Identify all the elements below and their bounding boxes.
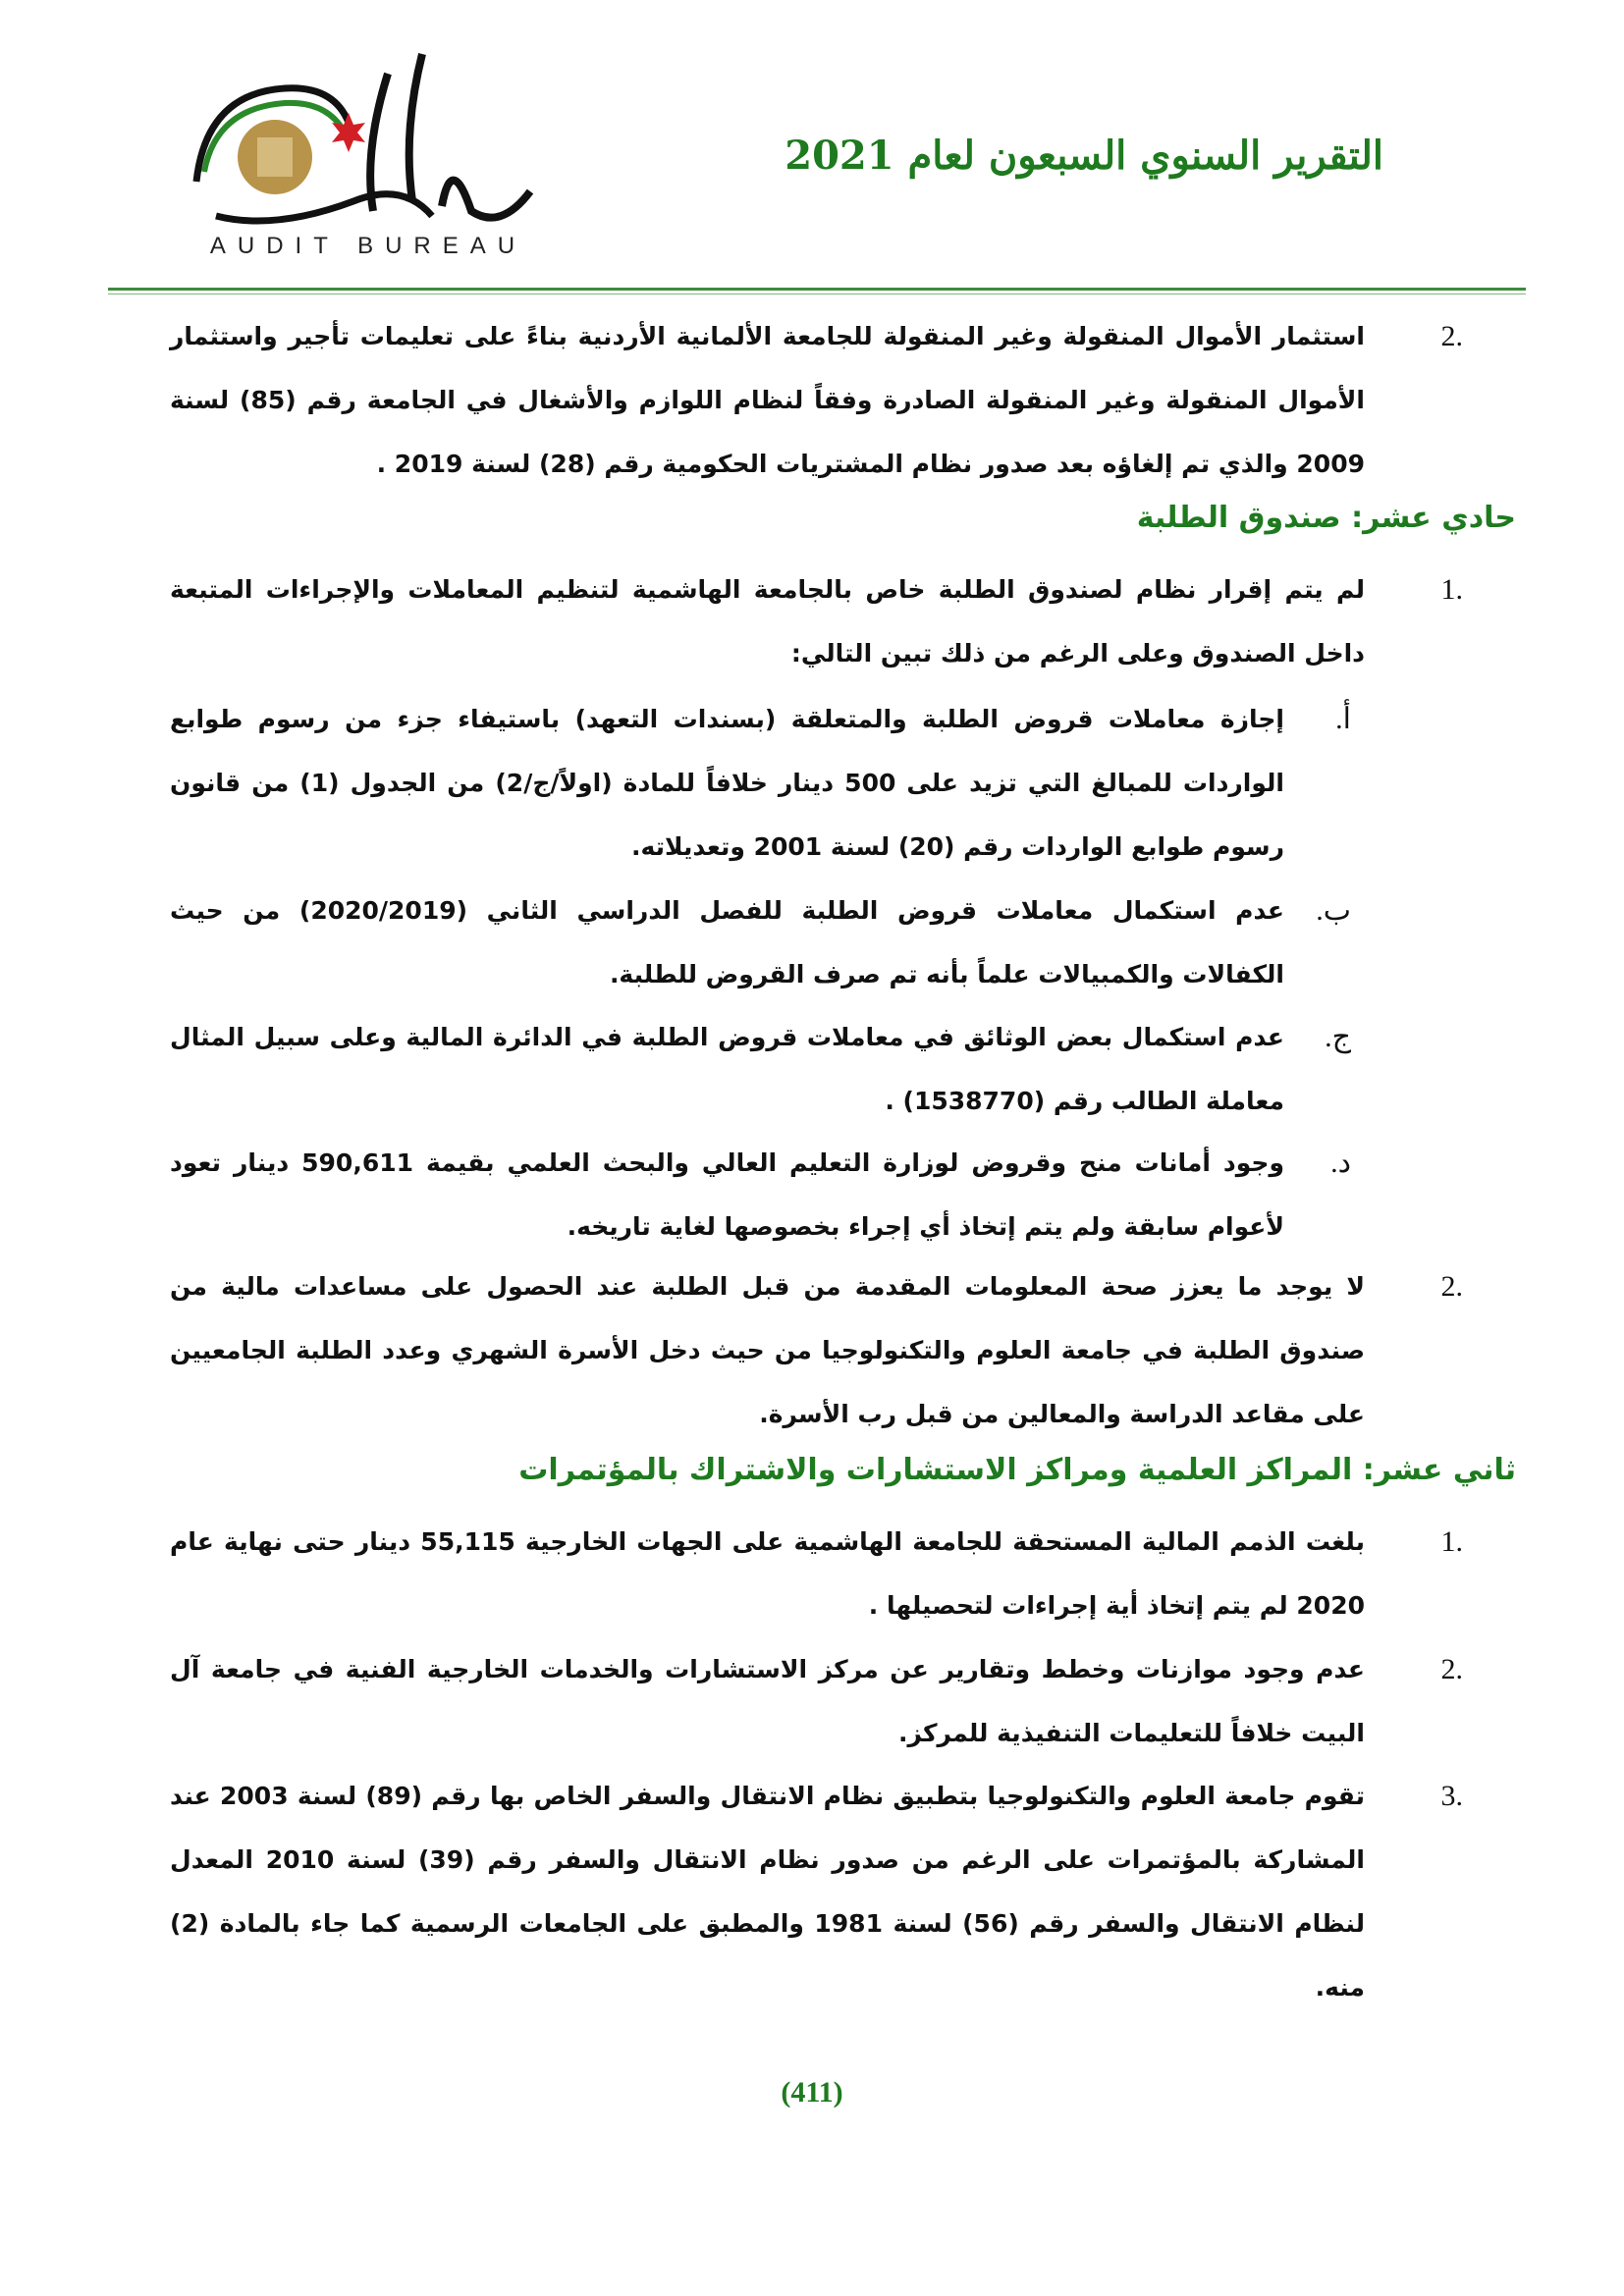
item-text: وجود أمانات منح وقروض لوزارة التعليم العالي والبحث العلمي بقيمة 590,611 دينار تعود لأعوام سابقة ولم يتم إتخاذ أي إجراء بخصوصها لغاية تاريخه. bbox=[170, 1148, 1284, 1241]
list-item bbox=[170, 558, 1463, 685]
report-title: التقرير السنوي السبعون لعام 2021 bbox=[785, 133, 1383, 179]
item-text: بلغت الذمم المالية المستحقة للجامعة الهاشمية على الجهات الخارجية 55,115 دينار حتى نهاية عام 2020 لم يتم إتخاذ أية إجراءات لتحصيلها . bbox=[170, 1527, 1365, 1620]
item-letter: د. bbox=[1330, 1147, 1351, 1179]
item-letter: أ. bbox=[1335, 703, 1351, 735]
item-text: استثمار الأموال المنقولة وغير المنقولة للجامعة الألمانية الأردنية بناءً على تعليمات تأجير واستثمار الأموال المنقولة وغير المنقولة الصادرة وفقاً لنظام اللوازم والأشغال في الجامعة رقم (85) لسنة 2009 والذي تم إلغاؤه بعد صدور نظام المشتريات الحكومية رقم (28) لسنة 2019 . bbox=[170, 322, 1365, 478]
item-number: .2 bbox=[1440, 320, 1463, 352]
item-number: .1 bbox=[1440, 1525, 1463, 1558]
list-item bbox=[170, 1255, 1463, 1446]
item-number: .3 bbox=[1440, 1780, 1463, 1812]
list-item bbox=[170, 304, 1463, 496]
item-text: عدم استكمال بعض الوثائق في معاملات قروض الطلبة في الدائرة المالية وعلى سبيل المثال معاملة الطالب رقم (1538770) . bbox=[170, 1023, 1284, 1115]
sub-list-item bbox=[170, 1005, 1351, 1133]
item-number: .2 bbox=[1440, 1270, 1463, 1303]
item-text: عدم استكمال معاملات قروض الطلبة للفصل الدراسي الثاني (2020/2019) من حيث الكفالات والكمبيالات علماً بأنه تم صرف القروض للطلبة. bbox=[170, 896, 1284, 988]
item-number: .1 bbox=[1440, 573, 1463, 606]
item-text: لم يتم إقرار نظام لصندوق الطلبة خاص بالجامعة الهاشمية لتنظيم المعاملات والإجراءات المتبعة داخل الصندوق وعلى الرغم من ذلك تبين التالي: bbox=[170, 575, 1365, 667]
list-item bbox=[170, 1637, 1463, 1765]
sub-list-item bbox=[170, 687, 1351, 879]
section-heading: ثاني عشر: المراكز العلمية ومراكز الاستشارات والاشتراك بالمؤتمرات bbox=[518, 1453, 1516, 1487]
item-text: تقوم جامعة العلوم والتكنولوجيا بتطبيق نظام الانتقال والسفر الخاص بها رقم (89) لسنة 2003 عند المشاركة بالمؤتمرات على الرغم من صدور نظام الانتقال والسفر رقم (39) لسنة 2010 المعدل لنظام الانتقال والسفر رقم (56) لسنة 1981 والمطبق على الجامعات الرسمية كما جاء بالمادة (2) منه. bbox=[170, 1782, 1365, 2002]
item-text: لا يوجد ما يعزز صحة المعلومات المقدمة من قبل الطلبة عند الحصول على مساعدات مالية من صندوق الطلبة في جامعة العلوم والتكنولوجيا من حيث دخل الأسرة الشهري وعدد الطلبة الجامعيين على مقاعد الدراسة والمعالين من قبل رب الأسرة. bbox=[170, 1272, 1365, 1428]
list-item bbox=[170, 1764, 1463, 2019]
item-number: .2 bbox=[1440, 1653, 1463, 1685]
page-number: (411) bbox=[781, 2076, 843, 2109]
sub-list-item bbox=[170, 1131, 1351, 1258]
logo-text: AUDIT BUREAU bbox=[209, 233, 527, 259]
logo-emblem-icon bbox=[177, 34, 560, 231]
sub-list-item bbox=[170, 879, 1351, 1006]
section-heading: حادي عشر: صندوق الطلبة bbox=[1136, 501, 1516, 535]
item-letter: ج. bbox=[1325, 1021, 1351, 1053]
list-item bbox=[170, 1510, 1463, 1637]
item-text: إجازة معاملات قروض الطلبة والمتعلقة (بسندات التعهد) باستيفاء جزء من رسوم طوابع الواردات للمبالغ التي تزيد على 500 دينار خلافاً للمادة (اولاً/ج/2) من الجدول (1) من قانون رسوم طوابع الواردات رقم (20) لسنة 2001 وتعديلاته. bbox=[170, 705, 1285, 861]
item-text: عدم وجود موازنات وخطط وتقارير عن مركز الاستشارات والخدمات الخارجية الفنية في جامعة آل البيت خلافاً للتعليمات التنفيذية للمركز. bbox=[170, 1655, 1365, 1747]
header-divider bbox=[108, 288, 1526, 291]
audit-bureau-logo bbox=[177, 34, 560, 260]
item-letter: ب. bbox=[1316, 894, 1351, 927]
